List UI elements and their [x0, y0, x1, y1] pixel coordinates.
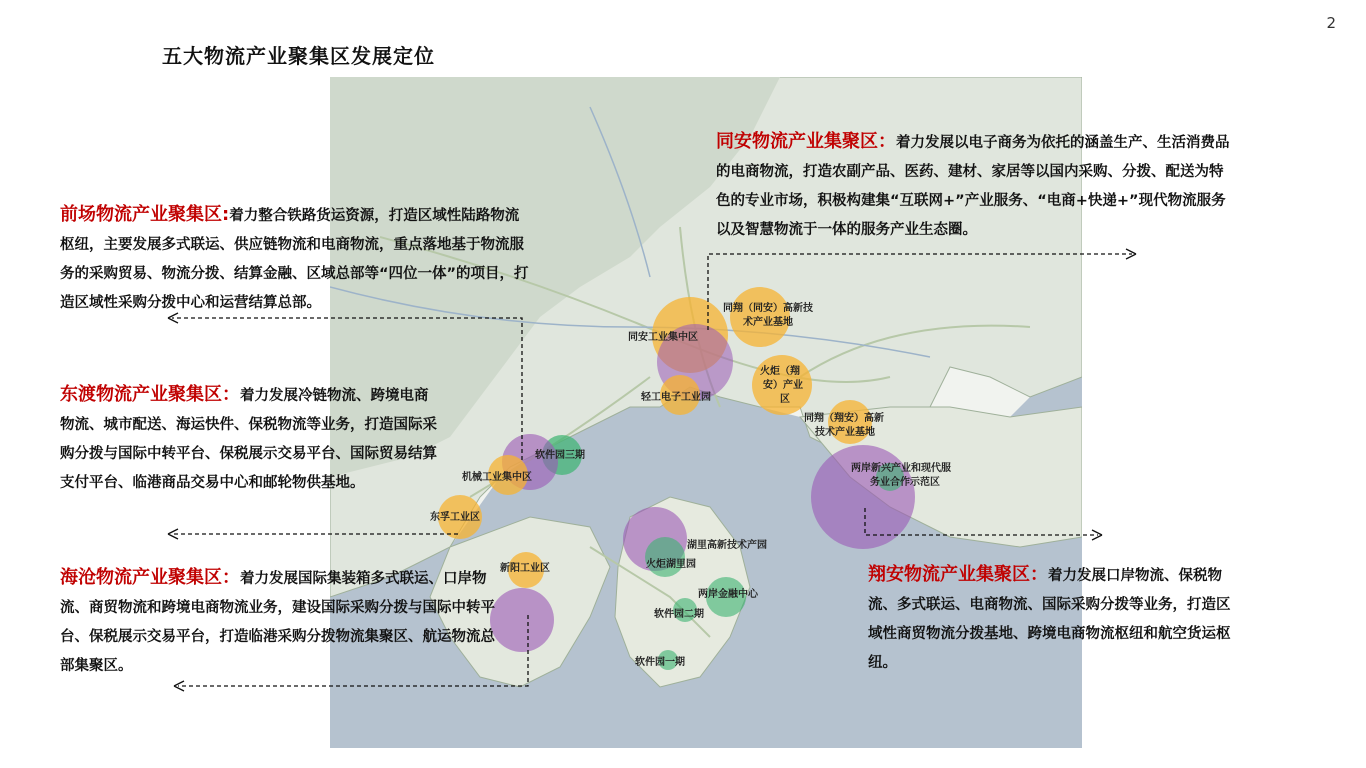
zone-xiangan-description	[868, 560, 1238, 678]
zone-haicang-description	[60, 563, 500, 681]
label-tongxiang-xiangan-2: 技术产业基地	[815, 427, 875, 438]
label-machinery: 机械工业集中区	[462, 472, 532, 483]
label-torch-xiangan-3: 区	[780, 394, 790, 405]
label-xinyang: 新阳工业区	[500, 563, 550, 574]
circle-cross-strait-purple	[811, 445, 915, 549]
zone-tongan-heading: 同安物流产业集聚区	[716, 131, 878, 152]
page-number: 2	[1326, 14, 1336, 32]
zone-dongdu-sep: ：	[222, 384, 240, 405]
label-tongan-industrial: 同安工业集中区	[628, 332, 698, 343]
page-title: 五大物流产业聚集区发展定位	[162, 44, 435, 68]
label-tongxiang-xiangan-1: 同翔（翔安）高新	[804, 413, 884, 424]
label-light-industry: 轻工电子工业园	[641, 392, 711, 403]
label-tongxiang-tongan-1: 同翔（同安）高新技	[723, 303, 813, 314]
arrowhead-hailun	[174, 681, 184, 691]
label-software-3: 软件园三期	[535, 450, 585, 461]
zone-tongan-sep: ：	[878, 131, 896, 152]
label-cross-strait-1: 两岸新兴产业和现代服	[851, 463, 951, 474]
zone-haicang-sep: ：	[222, 567, 240, 588]
label-torch-xiangan-1: 火炬（翔	[760, 366, 800, 377]
zone-tongan-body: 着力发展以电子商务为依托的涵盖生产、生活消费品的电商物流，打造农副产品、医药、建材、家居等以国内采购、分拨、配送为特色的专业市场，积极构建集“互联网+”产业服务、“电商+快递+”现代物流服务以及智慧物流于一体的服务产业生态圈。	[716, 135, 1230, 238]
arrowhead-tongan	[1126, 249, 1136, 259]
label-software-2: 软件园二期	[654, 609, 704, 620]
zone-xiangan-body: 着力发展口岸物流、保税物流、多式联运、电商物流、国际采购分拨等业务，打造区域性商贸物流分拨基地、跨境电商物流枢纽和航空货运枢纽。	[868, 568, 1231, 671]
circle-hulu-green	[645, 537, 685, 577]
label-tongxiang-tongan-2: 术产业基地	[743, 317, 793, 328]
zone-xiangan-heading: 翔安物流产业集聚区	[868, 564, 1030, 585]
zone-qianchang-heading: 前场物流产业聚集区	[60, 204, 222, 225]
zone-dongdu-heading: 东渡物流产业聚集区	[60, 384, 222, 405]
zone-qianchang-body: 着力整合铁路货运资源，打造区域性陆路物流枢纽，主要发展多式联运、供应链物流和电商物流，重点落地基于物流服务的采购贸易、物流分拨、结算金融、区域总部等“四位一体”的项目，打造区域性采购分拨中心和运营结算总部。	[60, 208, 529, 311]
label-torch-huli: 火炬湖里园	[646, 559, 696, 570]
label-dongfu: 东孚工业区	[430, 512, 480, 523]
arrowhead-xiangan	[1092, 530, 1102, 540]
zone-tongan-description	[716, 127, 1236, 245]
zone-dongdu-body: 着力发展冷链物流、跨境电商物流、城市配送、海运快件、保税物流等业务，打造国际采购分拨与国际中转平台、保税展示交易平台、国际贸易结算支付平台、临港商品交易中心和邮轮物供基地。	[60, 388, 437, 491]
label-software-1: 软件园一期	[635, 657, 685, 668]
zone-qianchang-sep: :	[222, 204, 230, 225]
zone-qianchang-description	[60, 200, 530, 318]
label-hulu-hightech: 湖里高新技术产园	[687, 540, 767, 551]
zone-xiangan-sep: ：	[1030, 564, 1048, 585]
zone-haicang-heading: 海沧物流产业聚集区	[60, 567, 222, 588]
label-cross-strait-2: 务业合作示范区	[870, 477, 940, 488]
label-finance-center: 两岸金融中心	[698, 589, 758, 600]
zone-dongdu-description	[60, 380, 440, 498]
zone-haicang-body: 着力发展国际集装箱多式联运、口岸物流、商贸物流和跨境电商物流业务，建设国际采购分拨与国际中转平台、保税展示交易平台，打造临港采购分拨物流集聚区、航运物流总部集聚区。	[60, 571, 495, 674]
label-torch-xiangan-2: 安）产业	[763, 380, 803, 391]
arrowhead-dongdu	[168, 529, 178, 539]
